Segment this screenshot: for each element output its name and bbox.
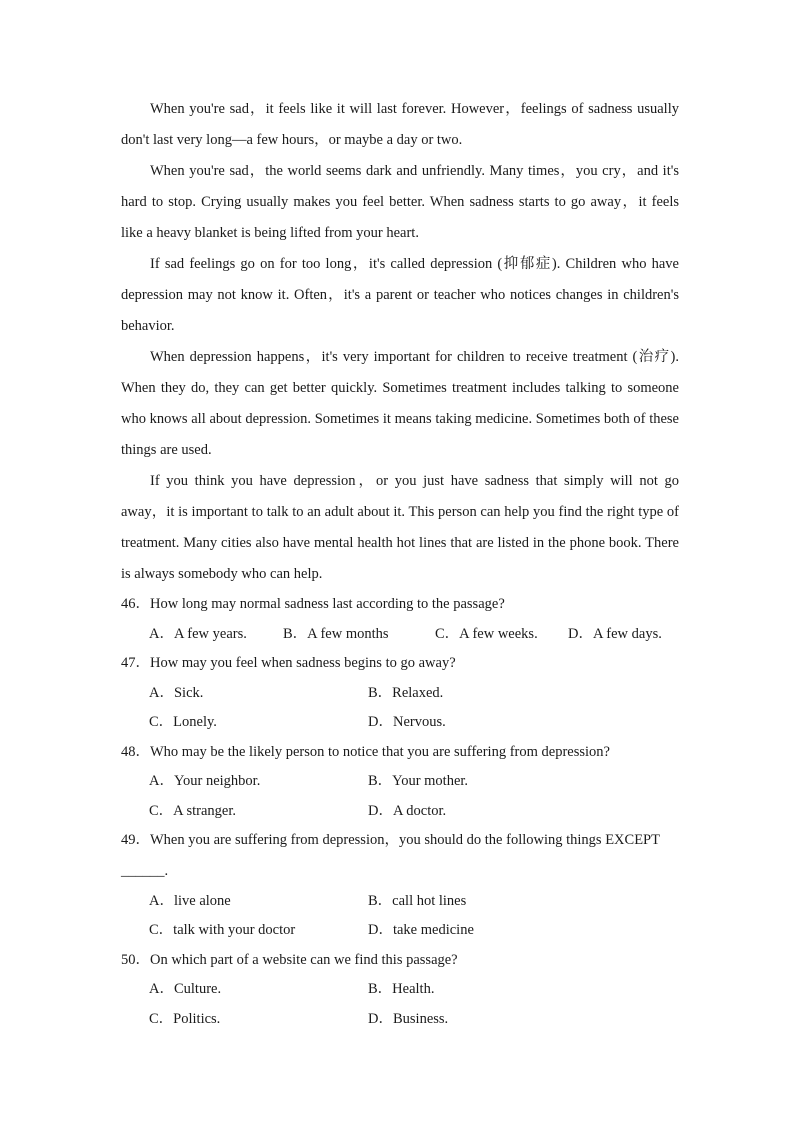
options-row <box>121 887 679 917</box>
option-c: C．Politics. <box>149 1010 221 1027</box>
answer-blank: ______. <box>121 862 169 879</box>
option-d: D．Nervous. <box>368 714 446 730</box>
question-stem: 50．On which part of a website can we find this passage? <box>121 951 458 968</box>
option-c: C．A stranger. <box>149 802 236 819</box>
option-b: B．Your mother. <box>368 773 469 789</box>
question-stem: 48．Who may be the likely person to notice that you are suffering from depression? <box>121 743 610 760</box>
option-b: B．Health. <box>368 981 435 997</box>
option-a: A．Sick. <box>149 684 204 701</box>
question-stem: 47．How may you feel when sadness begins to go away? <box>121 655 456 671</box>
option-c: C．Lonely. <box>149 714 217 730</box>
question-48 <box>121 738 679 827</box>
option-d: D．take medicine <box>368 922 474 938</box>
option-d: D．Business. <box>368 1010 449 1027</box>
question-50 <box>121 946 679 1035</box>
options-row <box>121 679 679 709</box>
option-a: A．Culture. <box>149 981 222 997</box>
option-d: D．A few days. <box>568 625 662 642</box>
question-49 <box>121 826 679 946</box>
document-page <box>121 94 679 1034</box>
options-row <box>121 1005 679 1035</box>
options-row <box>121 620 679 650</box>
option-c: C．talk with your doctor <box>149 922 296 938</box>
passage-paragraph-5: If you think you have depression，or you just have sadness that simply will not go away，it is important to talk to an adult about it. This person can help you find the right type of treatment. Many cities also have mental health hot lines that are listed in the phone book. There is always somebody who can help. <box>121 473 679 582</box>
options-row <box>121 767 679 797</box>
question-stem: 49．When you are suffering from depression，you should do the following things EXCEPT <box>121 832 660 848</box>
passage-paragraph-4: When depression happens，it's very important for children to receive treatment (治疗). When they do, they can get better quickly. Sometimes treatment includes talking to someone who knows all about depression. Sometimes it means taking medicine. Sometimes both of these things are used. <box>121 349 679 458</box>
option-c: C．A few weeks. <box>435 625 538 642</box>
option-b: B．A few months <box>283 625 389 642</box>
question-stem: 46．How long may normal sadness last according to the passage? <box>121 596 505 612</box>
question-47 <box>121 649 679 738</box>
options-row <box>121 797 679 827</box>
option-a: A．live alone <box>149 892 231 909</box>
options-row <box>121 708 679 738</box>
passage-paragraph-1: When you're sad，it feels like it will last forever. However，feelings of sadness usually don't last very long—a few hours，or maybe a day or two. <box>121 101 679 148</box>
options-row <box>121 916 679 946</box>
option-a: A．Your neighbor. <box>149 773 261 789</box>
option-b: B．Relaxed. <box>368 684 444 701</box>
question-46 <box>121 590 679 649</box>
option-d: D．A doctor. <box>368 802 447 819</box>
options-row <box>121 975 679 1005</box>
option-b: B．call hot lines <box>368 892 467 909</box>
passage-paragraph-3: If sad feelings go on for too long，it's called depression (抑郁症). Children who have depression may not know it. Often，it's a parent or teacher who notices changes in children's behavior. <box>121 256 679 334</box>
option-a: A．A few years. <box>149 625 247 642</box>
passage-paragraph-2: When you're sad，the world seems dark and unfriendly. Many times，you cry，and it's hard to stop. Crying usually makes you feel better. When sadness starts to go away，it feels like a heavy blanket is being lifted from your heart. <box>121 163 679 241</box>
